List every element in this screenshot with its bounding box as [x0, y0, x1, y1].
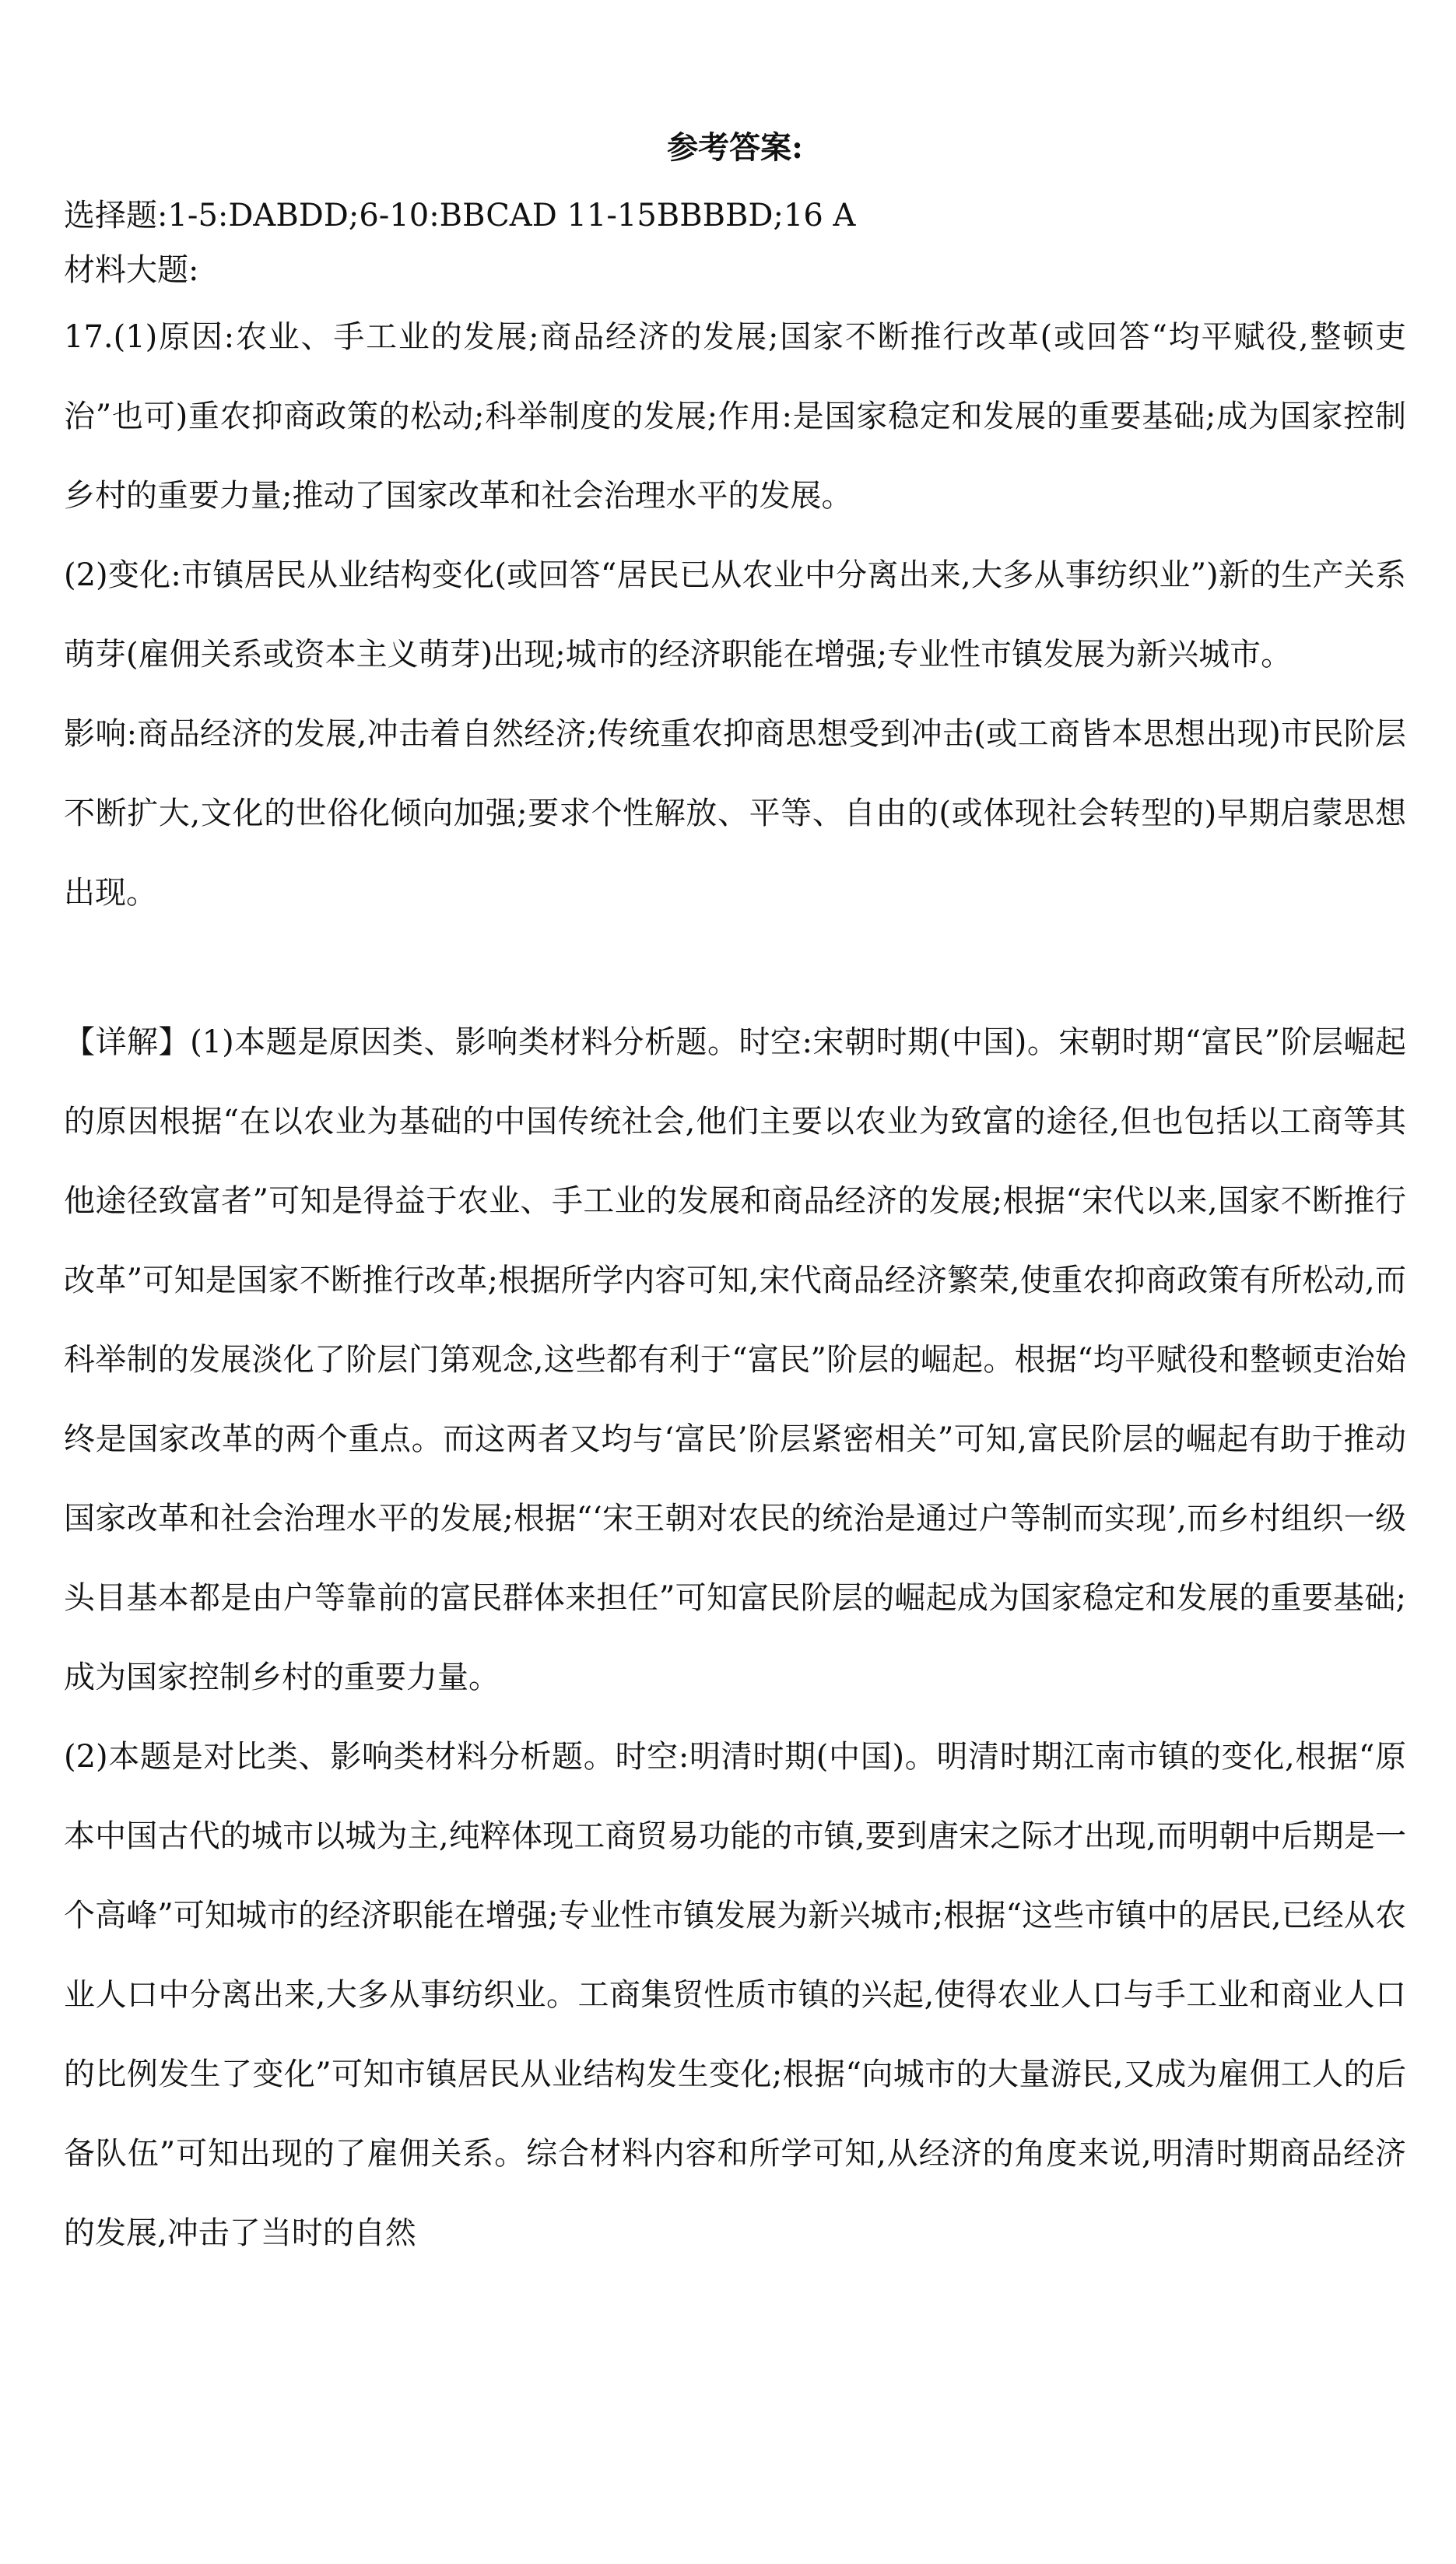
- detail-part1: 【详解】(1)本题是原因类、影响类材料分析题。时空:宋朝时期(中国)。宋朝时期“富民”阶层崛起的原因根据“在以农业为基础的中国传统社会,他们主要以农业为致富的途径,但也包括以工商等其他途径致富者”可知是得益于农业、手工业的发展和商品经济的发展;根据“宋代以来,国家不断推行改革”可知是国家不断推行改革;根据所学内容可知,宋代商品经济繁荣,使重农抑商政策有所松动,而科举制的发展淡化了阶层门第观念,这些都有利于“富民”阶层的崛起。根据“均平赋役和整顿吏治始终是国家改革的两个重点。而这两者又均与‘富民’阶层紧密相关”可知,富民阶层的崛起有助于推动国家改革和社会治理水平的发展;根据“‘宋王朝对农民的统治是通过户等制而实现’,而乡村组织一级头目基本都是由户等靠前的富民群体来担任”可知富民阶层的崛起成为国家稳定和发展的重要基础;成为国家控制乡村的重要力量。: [64, 1024, 1406, 1695]
- detail-part2: (2)本题是对比类、影响类材料分析题。时空:明清时期(中国)。明清时期江南市镇的变化,根据“原本中国古代的城市以城为主,纯粹体现工商贸易功能的市镇,要到唐宋之际才出现,而明朝中后期是一个高峰”可知城市的经济职能在增强;专业性市镇发展为新兴城市;根据“这些市镇中的居民,已经从农业人口中分离出来,大多从事纺织业。工商集贸性质市镇的兴起,使得农业人口与手工业和商业人口的比例发生了变化”可知市镇居民从业结构发生变化;根据“向城市的大量游民,又成为雇佣工人的后备队伍”可知出现的了雇佣关系。综合材料内容和所学可知,从经济的角度来说,明清时期商品经济的发展,冲击了当时的自然: [64, 1739, 1406, 2251]
- choice-answers: 选择题:1-5:DABDD;6-10:BBCAD 11-15BBBBD;16 A: [64, 198, 856, 234]
- q17-impact: 影响:商品经济的发展,冲击着自然经济;传统重农抑商思想受到冲击(或工商皆本思想出现)市民阶层不断扩大,文化的世俗化倾向加强;要求个性解放、平等、自由的(或体现社会转型的)早期启蒙思想出现。: [64, 716, 1406, 911]
- section-gap: [64, 933, 1406, 1003]
- page-title: 参考答案:: [667, 129, 803, 166]
- material-heading: 材料大题:: [64, 252, 199, 288]
- q17-part2: (2)变化:市镇居民从业结构变化(或回答“居民已从农业中分离出来,大多从事纺织业”)新的生产关系萌芽(雇佣关系或资本主义萌芽)出现;城市的经济职能在增强;专业性市镇发展为新兴城市。: [64, 557, 1406, 673]
- q17-part1: 17.(1)原因:农业、手工业的发展;商品经济的发展;国家不断推行改革(或回答“均平赋役,整顿吏治”也可)重农抑商政策的松动;科举制度的发展;作用:是国家稳定和发展的重要基础;成为国家控制乡村的重要力量;推动了国家改革和社会治理水平的发展。: [64, 319, 1406, 514]
